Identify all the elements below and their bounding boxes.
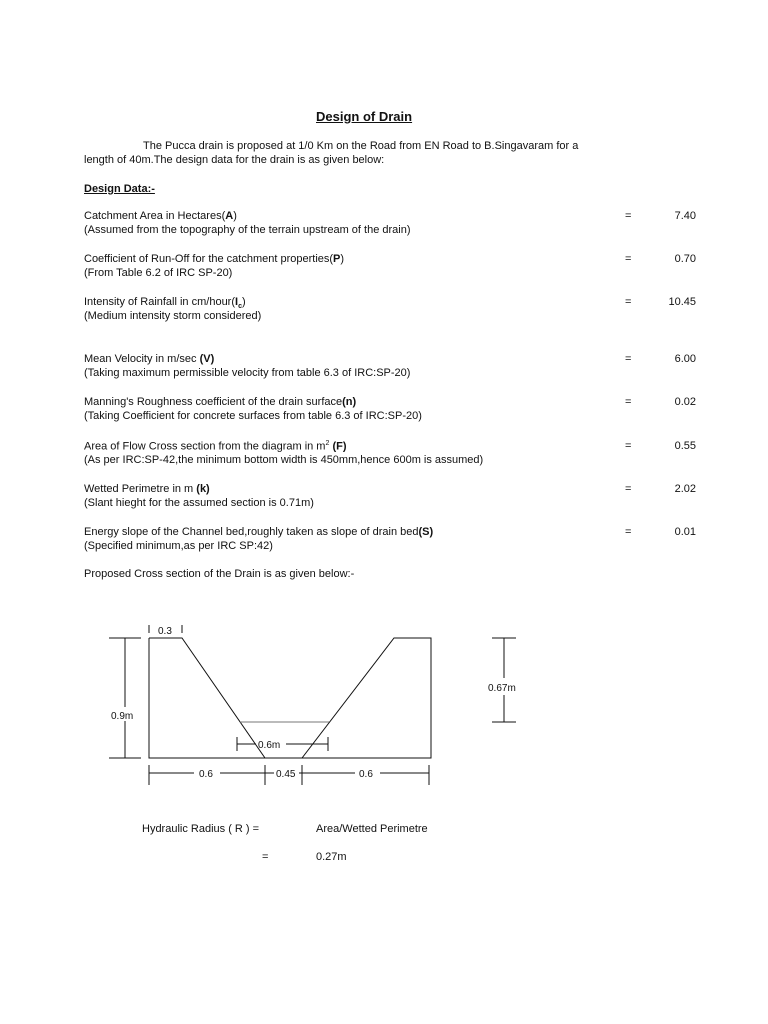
bottom-mid-label: 0.45 xyxy=(276,769,296,780)
label-symbol: (S) xyxy=(418,526,434,538)
drain-outline xyxy=(149,638,431,758)
design-data-label xyxy=(84,210,237,222)
equals-sign: = xyxy=(625,396,632,408)
design-data-heading: Design Data:- xyxy=(84,183,155,195)
hydraulic-radius-formula: Area/Wetted Perimetre xyxy=(316,823,428,835)
equals-sign: = xyxy=(625,353,632,365)
equals-sign: = xyxy=(625,526,632,538)
design-data-value: 0.55 xyxy=(674,440,696,452)
label-text: Mean Velocity in m/sec xyxy=(84,353,200,365)
intro-line-1: The Pucca drain is proposed at 1/0 Km on the Road from EN Road to B.Singavaram for a xyxy=(143,140,579,152)
equals-sign: = xyxy=(625,210,632,222)
design-data-note: (Specified minimum,as per IRC SP:42) xyxy=(84,540,273,552)
equals-sign: = xyxy=(625,483,632,495)
design-data-row xyxy=(84,210,696,240)
design-data-note: (Slant hieght for the assumed section is 0.71m) xyxy=(84,497,314,509)
design-data-note: (From Table 6.2 of IRC SP-20) xyxy=(84,267,233,279)
label-text-end: ) xyxy=(340,253,345,265)
design-data-row xyxy=(84,353,696,383)
design-data-value: 6.00 xyxy=(674,353,696,365)
label-symbol: (n) xyxy=(342,396,357,408)
label-symbol: P xyxy=(333,253,341,265)
hydraulic-radius-value: 0.27m xyxy=(316,851,347,863)
design-data-value: 0.70 xyxy=(674,253,696,265)
design-data-note: (As per IRC:SP-42,the minimum bottom width is 450mm,hence 600m is assumed) xyxy=(84,454,484,466)
design-data-value: 2.02 xyxy=(674,483,696,495)
label-text: Coefficient of Run-Off for the catchment properties( xyxy=(84,253,334,265)
design-data-label xyxy=(84,526,433,538)
height-left-label: 0.9m xyxy=(111,711,134,722)
design-data-row xyxy=(84,296,696,326)
design-data-value: 7.40 xyxy=(674,210,696,222)
design-data-row xyxy=(84,253,696,283)
bottom-left-label: 0.6 xyxy=(199,769,213,780)
drain-cross-section-diagram xyxy=(0,615,768,815)
design-data-label xyxy=(84,396,356,408)
hydraulic-radius-label: Hydraulic Radius ( R ) = xyxy=(142,823,260,835)
hydraulic-radius-equals: = xyxy=(262,851,269,863)
label-text: Wetted Perimetre in m xyxy=(84,483,197,495)
equals-sign: = xyxy=(625,253,632,265)
label-text: Catchment Area in Hectares( xyxy=(84,210,226,222)
bottom-right-label: 0.6 xyxy=(359,769,373,780)
equals-sign: = xyxy=(625,296,632,308)
proposed-section-text: Proposed Cross section of the Drain is as given below:- xyxy=(84,568,355,580)
design-data-label xyxy=(84,483,210,495)
label-superscript: 2 xyxy=(325,440,330,447)
design-data-row xyxy=(84,440,696,470)
design-data-value: 0.01 xyxy=(674,526,696,538)
label-symbol: A xyxy=(225,210,234,222)
label-subscript: c xyxy=(238,303,242,311)
design-data-note: (Taking maximum permissible velocity from table 6.3 of IRC:SP-20) xyxy=(84,367,411,379)
design-data-row xyxy=(84,526,696,556)
design-data-note: (Assumed from the topography of the terrain upstream of the drain) xyxy=(84,224,411,236)
design-data-note: (Medium intensity storm considered) xyxy=(84,310,262,322)
design-data-note: (Taking Coefficient for concrete surfaces from table 6.3 of IRC:SP-20) xyxy=(84,410,422,422)
intro-line-2: length of 40m.The design data for the drain is as given below: xyxy=(84,154,385,166)
label-symbol: (k) xyxy=(196,483,210,495)
page-title: Design of Drain xyxy=(316,109,413,124)
design-data-value: 10.45 xyxy=(668,296,696,308)
label-symbol: I xyxy=(235,296,239,308)
top-width-label: 0.3 xyxy=(158,626,172,637)
design-data-value: 0.02 xyxy=(674,396,696,408)
label-symbol: (F) xyxy=(329,440,347,453)
label-text: Intensity of Rainfall in cm/hour( xyxy=(84,296,236,308)
design-data-row xyxy=(84,396,696,426)
label-text: Area of Flow Cross section from the diagram in m xyxy=(84,440,326,453)
label-text: Manning's Roughness coefficient of the drain surface xyxy=(84,396,343,408)
label-symbol: (V) xyxy=(199,353,215,365)
label-text-end: ) xyxy=(233,210,237,222)
design-data-label xyxy=(84,353,214,365)
design-data-label xyxy=(84,296,246,310)
label-text-end: ) xyxy=(241,296,246,308)
flow-depth-label: 0.67m xyxy=(488,683,516,694)
label-text: Energy slope of the Channel bed,roughly taken as slope of drain bed xyxy=(84,526,419,538)
flow-width-label: 0.6m xyxy=(258,740,281,751)
equals-sign: = xyxy=(625,440,632,452)
design-data-label xyxy=(84,440,347,453)
design-data-label xyxy=(84,253,344,265)
design-data-row xyxy=(84,483,696,513)
